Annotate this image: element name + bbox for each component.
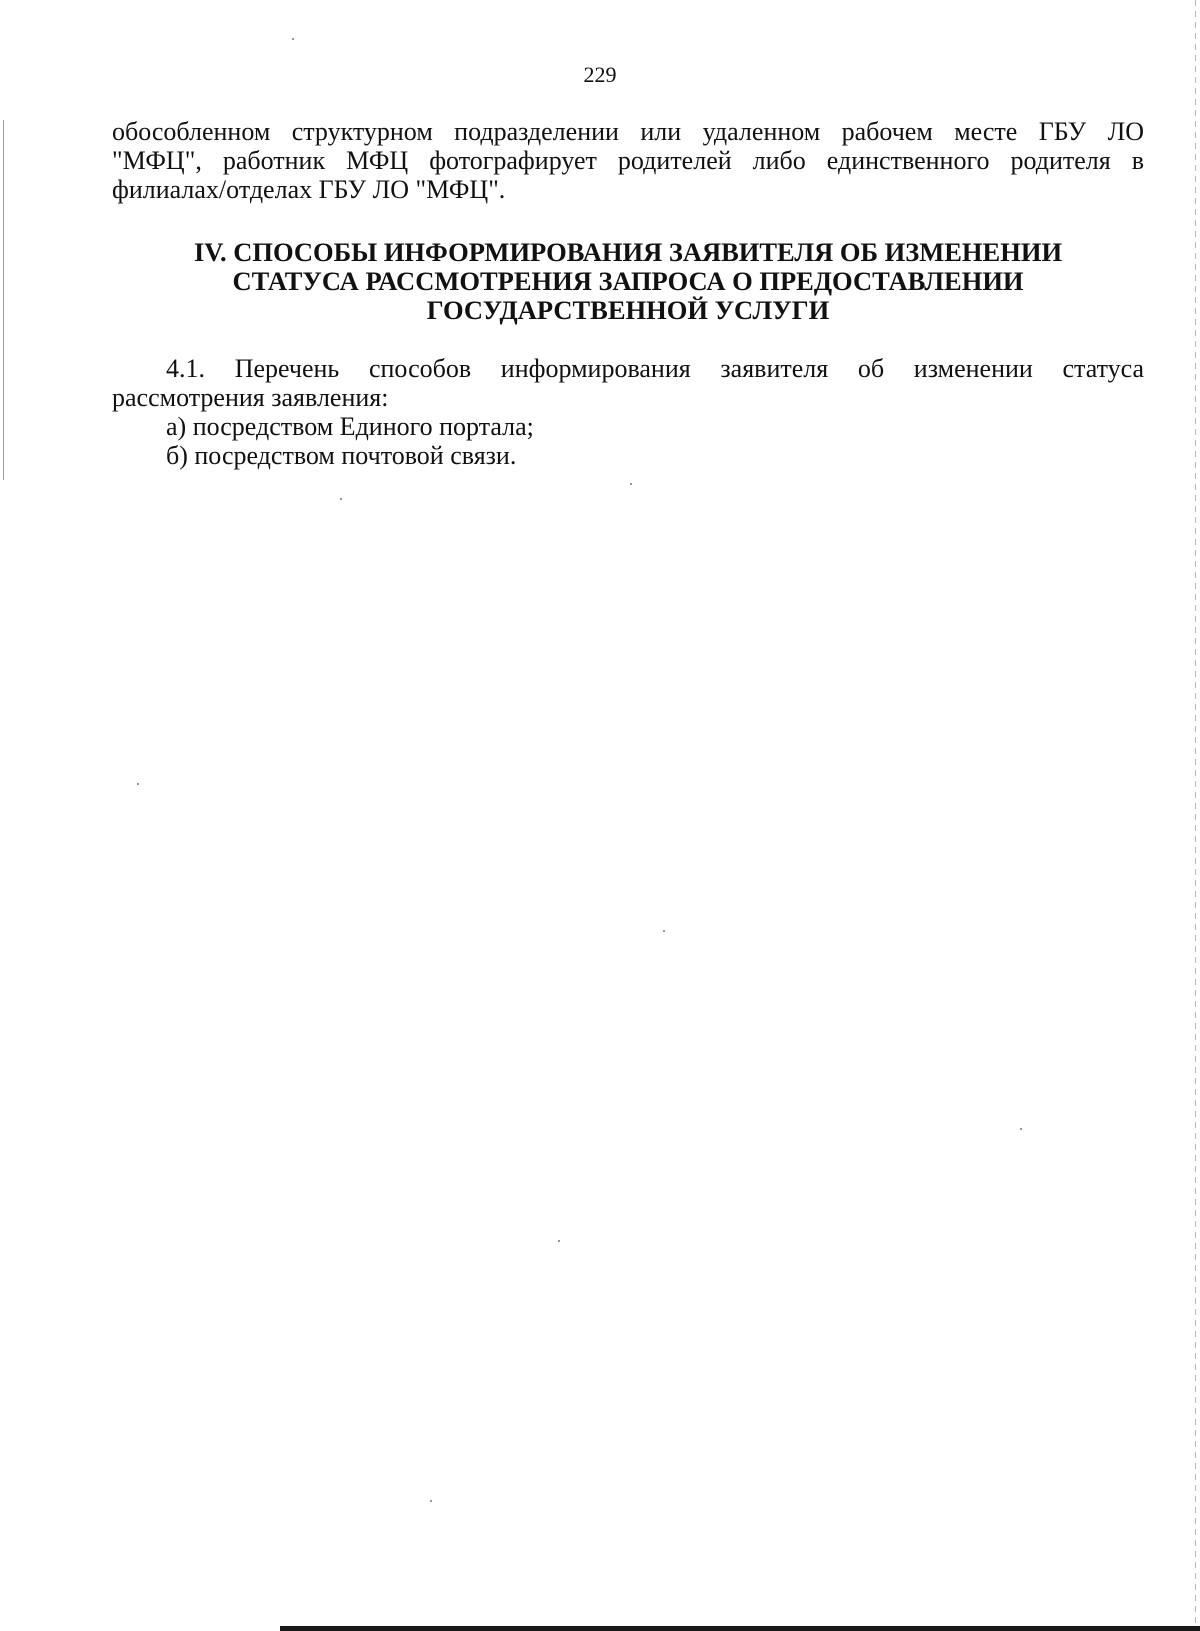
item-4-1-line: рассмотрения заявления: xyxy=(112,383,389,412)
scan-speck xyxy=(663,930,665,932)
scan-speck xyxy=(430,1500,432,1502)
list-item: а) посредством Единого портала; xyxy=(166,412,534,441)
scan-speck xyxy=(137,783,139,785)
scan-right-edge xyxy=(1195,0,1196,1631)
heading-line: IV. СПОСОБЫ ИНФОРМИРОВАНИЯ ЗАЯВИТЕЛЯ ОБ ИЗМЕНЕНИИ xyxy=(193,237,1063,267)
page-number: 229 xyxy=(583,62,617,87)
scan-speck xyxy=(292,38,294,40)
paragraph-line: обособленном структурном подразделении или удаленном рабочем месте ГБУ ЛО xyxy=(112,117,1144,146)
scan-speck xyxy=(558,1240,560,1242)
section-body xyxy=(112,354,1144,470)
scan-bottom-edge xyxy=(280,1626,1200,1631)
heading-line: ГОСУДАРСТВЕННОЙ УСЛУГИ xyxy=(426,295,830,325)
scan-speck xyxy=(340,498,342,500)
paragraph-line: филиалах/отделах ГБУ ЛО "МФЦ". xyxy=(112,175,506,204)
scan-speck xyxy=(1020,1128,1022,1130)
item-4-1-line: 4.1. Перечень способов информирования заявителя об изменении статуса xyxy=(166,354,1144,383)
list-item: б) посредством почтовой связи. xyxy=(166,441,517,470)
section-heading xyxy=(112,238,1144,325)
heading-line: СТАТУСА РАССМОТРЕНИЯ ЗАПРОСА О ПРЕДОСТАВЛЕНИИ xyxy=(232,266,1024,296)
scan-speck xyxy=(630,483,632,485)
top-paragraph xyxy=(112,117,1144,204)
scan-left-edge xyxy=(3,120,4,480)
paragraph-line: "МФЦ", работник МФЦ фотографирует родителей либо единственного родителя в xyxy=(112,146,1144,175)
